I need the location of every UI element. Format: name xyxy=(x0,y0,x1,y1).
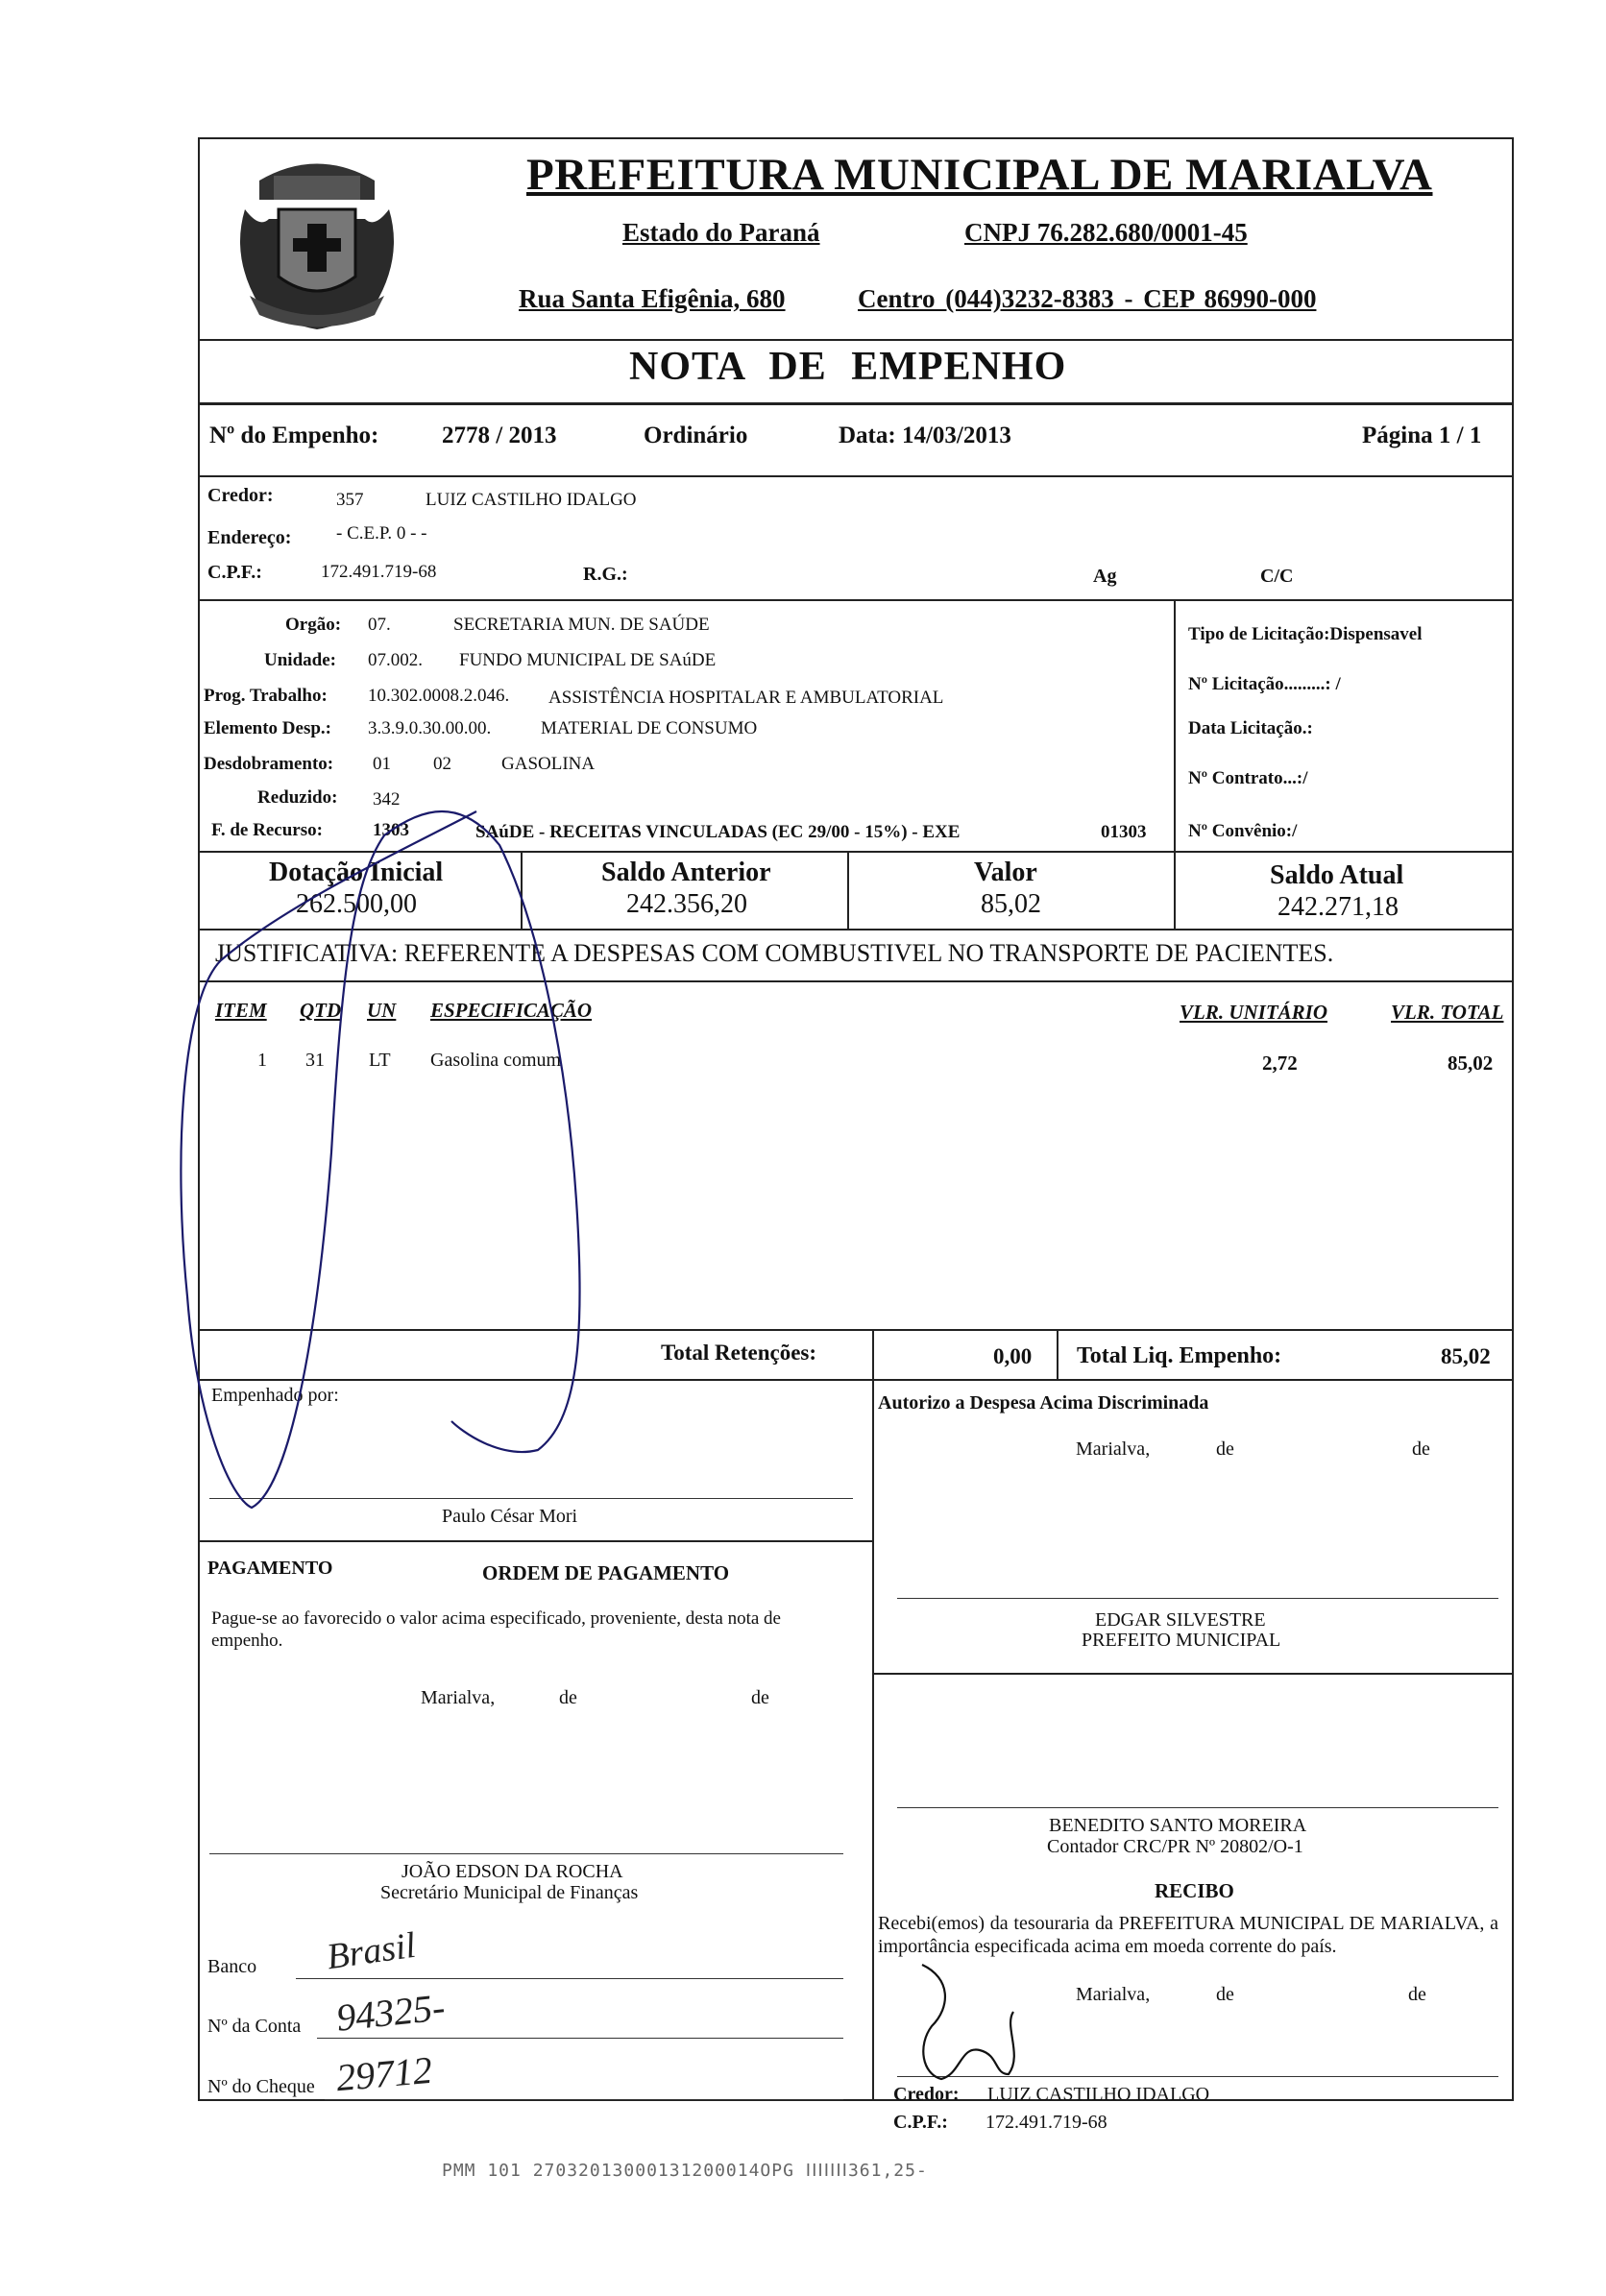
rg-label: R.G.: xyxy=(583,564,628,585)
licitacao-numero: Nº Licitação.........: / xyxy=(1188,674,1341,694)
divider xyxy=(198,402,1514,405)
col-un: UN xyxy=(367,999,397,1022)
footer-code: PMM 101 27032013000131200014OPG ⅠⅠⅠⅠⅠⅠⅠ361,25- xyxy=(442,2161,928,2181)
saldo-anterior-value: 242.356,20 xyxy=(626,889,747,919)
entry-line xyxy=(317,2038,843,2039)
recibo-de1: de xyxy=(1216,1984,1234,2005)
address-value: - C.E.P. 0 - - xyxy=(336,523,427,544)
empenho-type: Ordinário xyxy=(644,423,748,448)
divider xyxy=(521,851,523,929)
licitacao-tipo: Tipo de Licitação:Dispensavel xyxy=(1188,624,1423,644)
licitacao-data: Data Licitação.: xyxy=(1188,718,1313,738)
col-unit: VLR. UNITÁRIO xyxy=(1180,1001,1328,1024)
unidade-desc: FUNDO MUNICIPAL DE SAúDE xyxy=(459,650,717,670)
divider xyxy=(1057,1329,1058,1379)
credor-name: LUIZ CASTILHO IDALGO xyxy=(426,490,637,510)
contador-role: Contador CRC/PR Nº 20802/O-1 xyxy=(1047,1836,1303,1857)
recibo-cpf: 172.491.719-68 xyxy=(986,2112,1107,2133)
row-unit: 2,72 xyxy=(1262,1051,1298,1075)
cpf-value: 172.491.719-68 xyxy=(321,562,437,582)
pagamento-place: Marialva, xyxy=(421,1687,496,1708)
col-qtd: QTD xyxy=(300,999,342,1022)
recibo-title: RECIBO xyxy=(1155,1879,1234,1902)
desdob-b: 02 xyxy=(433,754,451,774)
recibo-text: Recebi(emos) da tesouraria da PREFEITURA MUNICIPAL DE MARIALVA, a importância especificada acima em moeda corrente do país. xyxy=(878,1913,1498,1957)
cheque-label: Nº do Cheque xyxy=(207,2076,315,2097)
elemento-label: Elemento Desp.: xyxy=(204,718,331,738)
secretario-role: Secretário Municipal de Finanças xyxy=(380,1882,639,1903)
col-item: ITEM xyxy=(215,999,267,1022)
signature-line xyxy=(897,1598,1498,1599)
orgao-code: 07. xyxy=(368,615,391,635)
divider xyxy=(198,339,1514,341)
unidade-label: Unidade: xyxy=(264,650,336,670)
recibo-credor-label: Credor: xyxy=(893,2084,960,2105)
row-un: LT xyxy=(369,1050,391,1071)
saldo-anterior-label: Saldo Anterior xyxy=(601,858,771,887)
secretario-name: JOÃO EDSON DA ROCHA xyxy=(402,1861,623,1882)
empenhado-label: Empenhado por: xyxy=(211,1385,339,1406)
entry-line xyxy=(296,1978,843,1979)
empenhado-name: Paulo César Mori xyxy=(442,1506,578,1527)
recurso-desc: SAúDE - RECEITAS VINCULADAS (EC 29/00 - 15%) - EXE xyxy=(475,822,961,842)
divider xyxy=(198,1379,1514,1381)
divider xyxy=(198,929,1514,930)
recurso-code: 1303 xyxy=(373,820,409,840)
dotacao-value: 262.500,00 xyxy=(296,889,417,919)
autorizo-de2: de xyxy=(1412,1438,1430,1460)
cpf-label: C.P.F.: xyxy=(207,562,262,583)
saldo-atual-label: Saldo Atual xyxy=(1270,860,1404,890)
empenho-number: 2778 / 2013 xyxy=(442,423,557,448)
prog-code: 10.302.0008.2.046. xyxy=(368,686,510,706)
elemento-desc: MATERIAL DE CONSUMO xyxy=(541,718,758,738)
pagamento-label: PAGAMENTO xyxy=(207,1558,333,1579)
unidade-code: 07.002. xyxy=(368,650,423,670)
row-qtd: 31 xyxy=(305,1050,325,1071)
header-state: Estado do Paraná xyxy=(622,218,820,247)
signature-line xyxy=(897,2076,1498,2077)
divider xyxy=(198,851,1514,853)
cc-label: C/C xyxy=(1260,566,1294,587)
autorizo-de1: de xyxy=(1216,1438,1234,1460)
valor-value: 85,02 xyxy=(981,889,1041,919)
pagamento-de2: de xyxy=(751,1687,769,1708)
divider xyxy=(1174,851,1176,929)
cheque-value: 29712 xyxy=(334,2047,434,2100)
desdob-label: Desdobramento: xyxy=(204,754,334,774)
divider xyxy=(847,851,849,929)
row-total: 85,02 xyxy=(1448,1051,1494,1075)
retencoes-value: 0,00 xyxy=(993,1344,1033,1368)
elemento-code: 3.3.9.0.30.00.00. xyxy=(368,718,492,738)
recibo-credor: LUIZ CASTILHO IDALGO xyxy=(987,2084,1210,2105)
autorizo-place: Marialva, xyxy=(1076,1438,1151,1460)
liquido-value: 85,02 xyxy=(1441,1344,1491,1368)
ordem-label: ORDEM DE PAGAMENTO xyxy=(482,1561,730,1584)
liquido-label: Total Liq. Empenho: xyxy=(1077,1343,1282,1368)
pagamento-de1: de xyxy=(559,1687,577,1708)
recurso-code-2: 01303 xyxy=(1101,822,1147,842)
retencoes-label: Total Retenções: xyxy=(661,1341,817,1365)
pagamento-text: Pague-se ao favorecido o valor acima especificado, proveniente, desta nota de empenho. xyxy=(211,1608,781,1651)
reduzido-value: 342 xyxy=(373,789,401,810)
desdob-a: 01 xyxy=(373,754,391,774)
signature-line xyxy=(897,1807,1498,1808)
conta-value: 94325- xyxy=(333,1985,448,2040)
header-contact: Centro (044)3232-8383 - CEP 86990-000 xyxy=(858,284,1317,313)
row-spec: Gasolina comum xyxy=(430,1050,562,1071)
saldo-atual-value: 242.271,18 xyxy=(1278,892,1399,922)
dotacao-label: Dotação Inicial xyxy=(269,858,444,887)
contador-name: BENEDITO SANTO MOREIRA xyxy=(1049,1815,1307,1836)
empenho-page: Página 1 / 1 xyxy=(1362,423,1482,448)
doc-title: NOTA DE EMPENHO xyxy=(629,345,1067,389)
orgao-label: Orgão: xyxy=(285,615,342,635)
licitacao-contrato: Nº Contrato...:/ xyxy=(1188,768,1308,788)
autorizo-label: Autorizo a Despesa Acima Discriminada xyxy=(878,1392,1209,1414)
entry-line xyxy=(325,2099,843,2100)
divider xyxy=(198,599,1514,601)
ag-label: Ag xyxy=(1093,566,1117,587)
empenho-date: Data: 14/03/2013 xyxy=(839,423,1011,448)
credor-label: Credor: xyxy=(207,485,274,506)
banco-value: Brasil xyxy=(324,1924,419,1978)
reduzido-label: Reduzido: xyxy=(257,787,338,808)
divider xyxy=(872,1329,874,1379)
address-label: Endereço: xyxy=(207,527,292,548)
divider xyxy=(198,475,1514,477)
signature-line xyxy=(209,1498,853,1499)
prefeito-role: PREFEITO MUNICIPAL xyxy=(1082,1630,1281,1651)
col-spec: ESPECIFICAÇÃO xyxy=(430,999,593,1022)
divider xyxy=(198,1329,1514,1331)
divider xyxy=(872,1673,1514,1675)
header-street: Rua Santa Efigênia, 680 xyxy=(519,284,786,313)
empenho-label: Nº do Empenho: xyxy=(209,423,379,448)
justificativa: JUSTIFICATIVA: REFERENTE A DESPESAS COM COMBUSTIVEL NO TRANSPORTE DE PACIENTES. xyxy=(215,939,1334,967)
banco-label: Banco xyxy=(207,1956,257,1977)
signature-line xyxy=(209,1853,843,1854)
header-cnpj: CNPJ 76.282.680/0001-45 xyxy=(964,218,1248,247)
row-item: 1 xyxy=(257,1050,267,1071)
prog-desc: ASSISTÊNCIA HOSPITALAR E AMBULATORIAL xyxy=(548,688,944,708)
divider xyxy=(1174,599,1176,851)
recibo-de2: de xyxy=(1408,1984,1426,2005)
valor-label: Valor xyxy=(974,858,1037,887)
header-title: PREFEITURA MUNICIPAL DE MARIALVA xyxy=(526,150,1433,200)
prog-label: Prog. Trabalho: xyxy=(204,686,328,706)
col-total: VLR. TOTAL xyxy=(1391,1001,1504,1024)
recurso-label: F. de Recurso: xyxy=(211,820,323,840)
prefeito-name: EDGAR SILVESTRE xyxy=(1095,1609,1266,1631)
orgao-desc: SECRETARIA MUN. DE SAÚDE xyxy=(453,615,710,635)
recibo-cpf-label: C.P.F.: xyxy=(893,2112,948,2133)
conta-label: Nº da Conta xyxy=(207,2016,302,2037)
recibo-place: Marialva, xyxy=(1076,1984,1151,2005)
divider xyxy=(872,1379,874,2101)
desdob-desc: GASOLINA xyxy=(501,754,596,774)
credor-code: 357 xyxy=(336,490,364,510)
divider xyxy=(198,980,1514,982)
divider xyxy=(198,1540,872,1542)
licitacao-convenio: Nº Convênio:/ xyxy=(1188,821,1298,841)
